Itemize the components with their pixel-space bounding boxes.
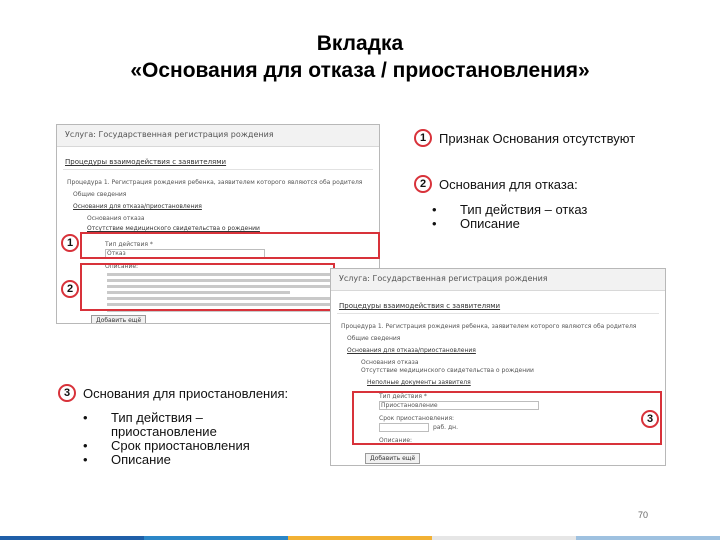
section-heading: Процедуры взаимодействия с заявителями xyxy=(65,158,227,166)
callout-badge-1-shot: 1 xyxy=(61,234,79,252)
action-type-label: Тип действия * xyxy=(379,393,427,400)
service-header: Услуга: Государственная регистрация рождения xyxy=(57,125,379,147)
reason-radio[interactable]: Основания отказа xyxy=(361,359,419,366)
general-info-tab[interactable]: Общие сведения xyxy=(347,335,401,342)
footer-color-bar xyxy=(0,536,720,540)
note-refusal-heading: Основания для отказа: xyxy=(439,177,578,192)
suspension-bullets xyxy=(83,411,250,467)
page-number: 70 xyxy=(638,510,649,520)
add-more-button[interactable]: Добавить ещё xyxy=(91,315,146,324)
general-info-tab[interactable]: Общие сведения xyxy=(73,191,127,198)
reason-link[interactable]: Отсутствие медицинского свидетельства о рождении xyxy=(87,225,260,232)
bullet-item: • Тип действия – отказ xyxy=(432,203,587,217)
reason-text: Отсутствие медицинского свидетельства о рождении xyxy=(361,367,534,374)
bullet-item: • Описание xyxy=(83,453,250,467)
slide-title-line1: Вкладка xyxy=(316,32,404,55)
bullet-item: • Тип действия – xyxy=(83,411,250,425)
highlight-box-2 xyxy=(80,263,335,311)
callout-badge-1: 1 xyxy=(414,129,432,147)
note-no-reasons: Признак Основания отсутствуют xyxy=(439,131,636,146)
section-heading: Процедуры взаимодействия с заявителями xyxy=(339,302,501,310)
period-unit: раб. дн. xyxy=(433,424,458,431)
highlight-box-1 xyxy=(80,232,380,259)
reason-link[interactable]: Неполные документы заявителя xyxy=(367,379,471,386)
reasons-tab[interactable]: Основания для отказа/приостановления xyxy=(347,347,476,354)
add-more-button[interactable]: Добавить ещё xyxy=(365,453,420,464)
reason-radio[interactable]: Основания отказа xyxy=(87,215,145,222)
bullet-item: • Срок приостановления xyxy=(83,439,250,453)
service-header: Услуга: Государственная регистрация рождения xyxy=(331,269,665,291)
callout-badge-2: 2 xyxy=(414,175,432,193)
description-label: Описание: xyxy=(105,263,139,270)
callout-badge-3-shot: 3 xyxy=(641,410,659,428)
action-type-value: Отказ xyxy=(107,250,126,257)
action-type-value: Приостановление xyxy=(381,402,438,409)
procedure-link[interactable]: Процедура 1. Регистрация рождения ребенка, заявителем которого являются оба родителя xyxy=(67,179,363,186)
procedure-link[interactable]: Процедура 1. Регистрация рождения ребенка, заявителем которого являются оба родителя xyxy=(341,323,637,330)
bullet-item-continuation: приостановление xyxy=(111,424,217,439)
callout-badge-2-shot: 2 xyxy=(61,280,79,298)
note-suspension-heading: Основания для приостановления: xyxy=(83,386,289,401)
bullet-item: • Описание xyxy=(432,217,587,231)
reasons-tab[interactable]: Основания для отказа/приостановления xyxy=(73,203,202,210)
callout-badge-3: 3 xyxy=(58,384,76,402)
slide-title-line2: «Основания для отказа / приостановления» xyxy=(130,59,590,82)
refusal-bullets xyxy=(432,203,587,231)
highlight-box-3 xyxy=(352,391,662,445)
action-type-label: Тип действия * xyxy=(105,241,153,248)
period-label: Срок приостановления: xyxy=(379,415,455,422)
slide-title xyxy=(0,30,720,84)
description-label: Описание: xyxy=(379,437,413,444)
